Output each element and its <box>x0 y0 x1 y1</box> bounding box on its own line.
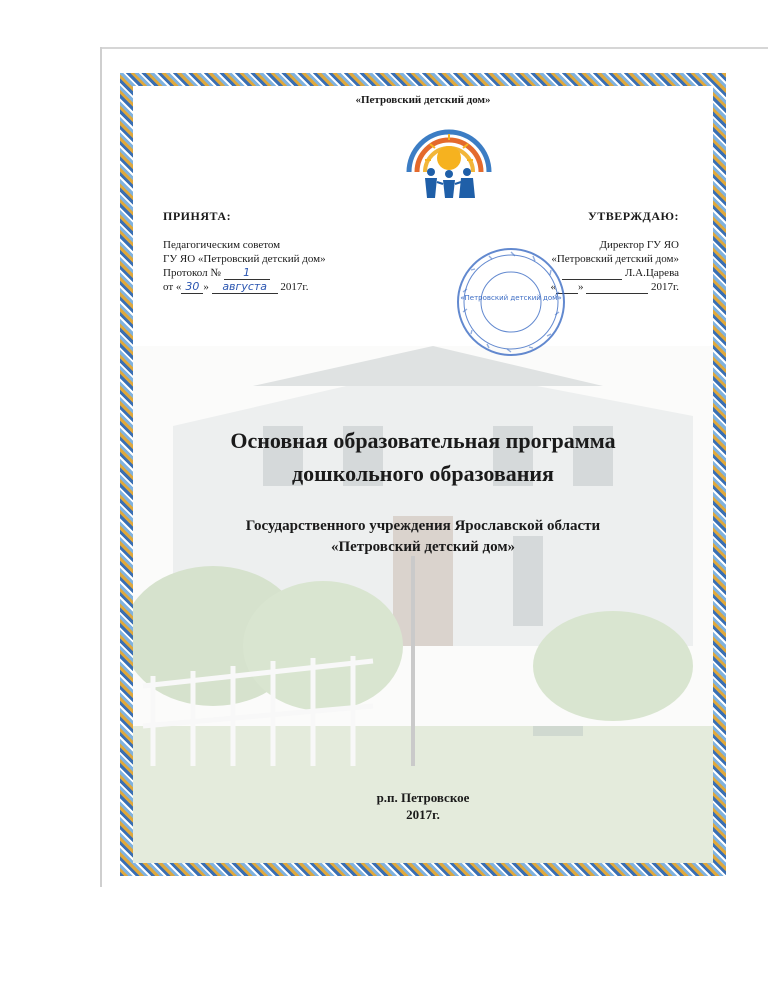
approve-date-line <box>550 280 679 294</box>
document-title <box>133 424 713 490</box>
date-day: 30 <box>181 281 203 294</box>
title-line-2: дошкольного образования <box>292 461 554 486</box>
accepted-block <box>163 238 326 294</box>
subtitle-line-2: «Петровский детский дом» <box>330 539 516 555</box>
date-month: августа <box>212 281 278 294</box>
approve-date-prefix: « <box>550 281 556 293</box>
approve-heading: УТВЕРЖДАЮ: <box>587 209 679 223</box>
signature-blank <box>562 267 622 280</box>
stamp-center-text: «Петровский детский дом» <box>460 294 562 302</box>
approve-date-mid: » <box>577 281 584 293</box>
date-year: 2017г. <box>280 281 309 293</box>
orphanage-logo <box>401 112 497 202</box>
council-line: Педагогическим советом <box>163 239 281 251</box>
approve-date-month <box>586 281 648 294</box>
place: р.п. Петровское <box>376 790 470 805</box>
protocol-line <box>163 266 326 280</box>
director-title: Директор ГУ ЯО <box>599 239 679 251</box>
title-page <box>133 86 713 863</box>
date-prefix: от « <box>163 281 182 293</box>
protocol-number: 1 <box>224 267 270 280</box>
approve-block <box>550 238 679 294</box>
subtitle-line-1: Государственного учреждения Ярославской области <box>245 518 601 534</box>
accepted-date-line <box>163 280 326 294</box>
scan-edge-top <box>100 47 768 49</box>
org-name: «Петровский детский дом» <box>355 94 491 106</box>
title-line-1: Основная образовательная программа <box>230 428 616 453</box>
director-signature-line <box>550 266 679 280</box>
approve-date-year: 2017г. <box>650 281 679 293</box>
document-subtitle <box>133 516 713 558</box>
director-institution: «Петровский детский дом» <box>551 253 679 265</box>
date-mid: » <box>203 281 209 293</box>
scan-edge-left <box>100 47 102 887</box>
director-name: Л.А.Царева <box>624 267 679 279</box>
accepted-heading: ПРИНЯТА: <box>163 209 232 223</box>
institution-line: ГУ ЯО «Петровский детский дом» <box>163 253 326 265</box>
place-and-year <box>133 789 713 823</box>
year: 2017г. <box>406 807 440 822</box>
protocol-label: Протокол № <box>163 267 221 279</box>
official-stamp <box>455 246 567 358</box>
